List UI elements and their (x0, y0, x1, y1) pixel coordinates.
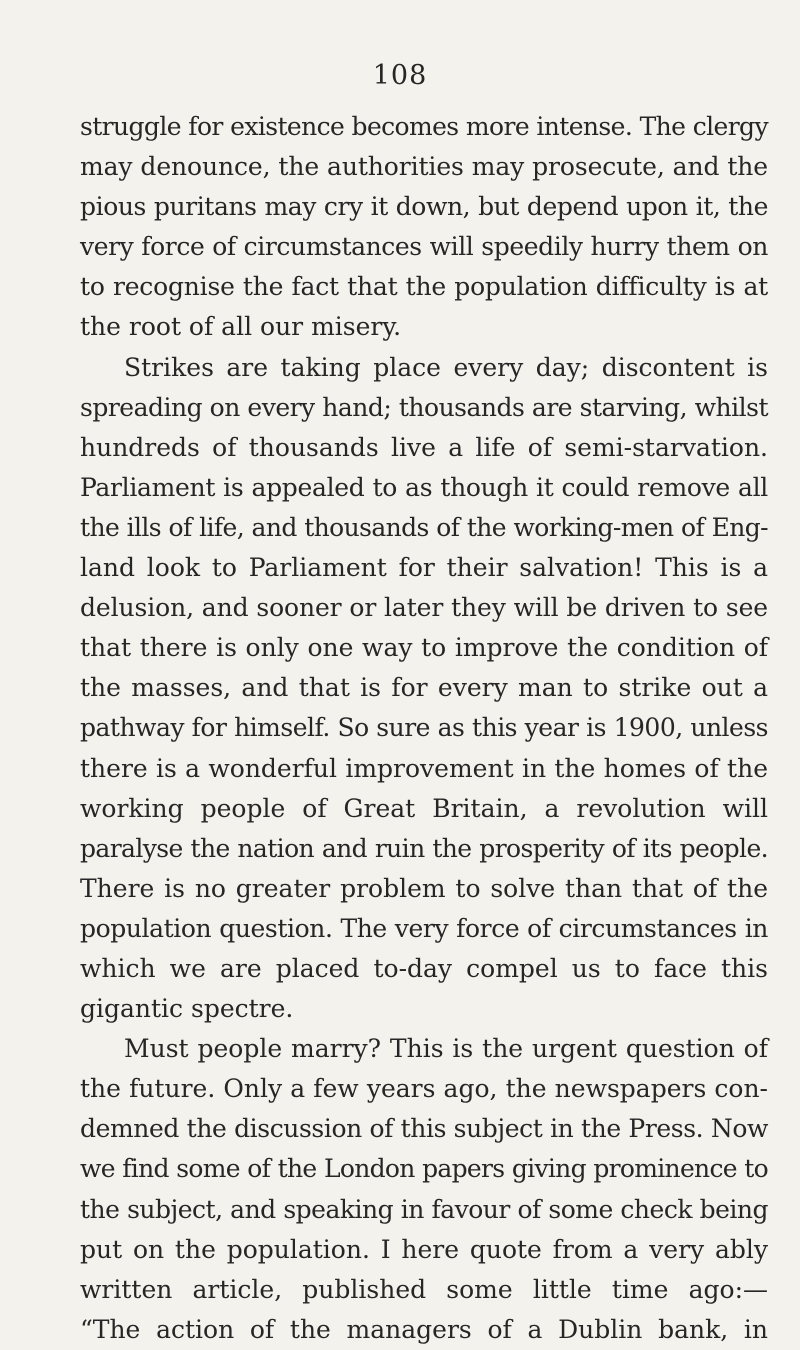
text-line: demned the discussion of this subject in the Press. Now (80, 1114, 768, 1144)
paragraph-start-line: Must people marry? This is the urgent question of (124, 1034, 768, 1064)
text-line: which we are placed to-day compel us to face this (80, 953, 768, 983)
text-line: the root of all our misery. (80, 312, 402, 342)
text-line: pious puritans may cry it down, but depend upon it, the (80, 192, 768, 222)
text-line: written article, published some little time ago:— (80, 1274, 768, 1304)
text-line: may denounce, the authorities may prosecute, and the (80, 152, 768, 182)
text-line: working people of Great Britain, a revolution will (80, 793, 768, 823)
text-line: spreading on every hand; thousands are starving, whilst (80, 392, 768, 422)
text-line: There is no greater problem to solve than that of the (80, 873, 768, 903)
text-line: Parliament is appealed to as though it could remove all (80, 472, 768, 502)
text-line: paralyse the nation and ruin the prosperity of its people. (80, 833, 768, 863)
paragraph-start-line: Strikes are taking place every day; discontent is (124, 352, 768, 382)
text-line: the future. Only a few years ago, the newspapers con- (80, 1074, 768, 1104)
text-line: that there is only one way to improve the condition of (80, 633, 768, 663)
text-line: pathway for himself. So sure as this year is 1900, unless (80, 713, 768, 743)
text-line: “The action of the managers of a Dublin bank, in (80, 1314, 768, 1344)
text-line: struggle for existence becomes more intense. The clergy (80, 112, 768, 141)
body-text (80, 107, 768, 1350)
text-line: put on the population. I here quote from a very ably (80, 1234, 768, 1264)
text-line: delusion, and sooner or later they will be driven to see (80, 593, 768, 623)
text-line: hundreds of thousands live a life of semi-starvation. (80, 432, 768, 462)
text-line: the masses, and that is for every man to strike out a (80, 673, 768, 703)
text-line: we find some of the London papers giving prominence to (80, 1154, 768, 1184)
text-line: very force of circumstances will speedily hurry them on (80, 232, 768, 262)
text-line: population question. The very force of circumstances in (80, 913, 768, 943)
text-line: land look to Parliament for their salvation! This is a (80, 553, 768, 583)
text-line: the ills of life, and thousands of the working-men of Eng- (80, 512, 768, 542)
page-number: 108 (372, 60, 428, 91)
text-line: the subject, and speaking in favour of some check being (80, 1194, 768, 1224)
text-line: to recognise the fact that the population difficulty is at (80, 272, 768, 302)
text-line: there is a wonderful improvement in the homes of the (80, 753, 768, 783)
text-line: gigantic spectre. (80, 994, 294, 1024)
